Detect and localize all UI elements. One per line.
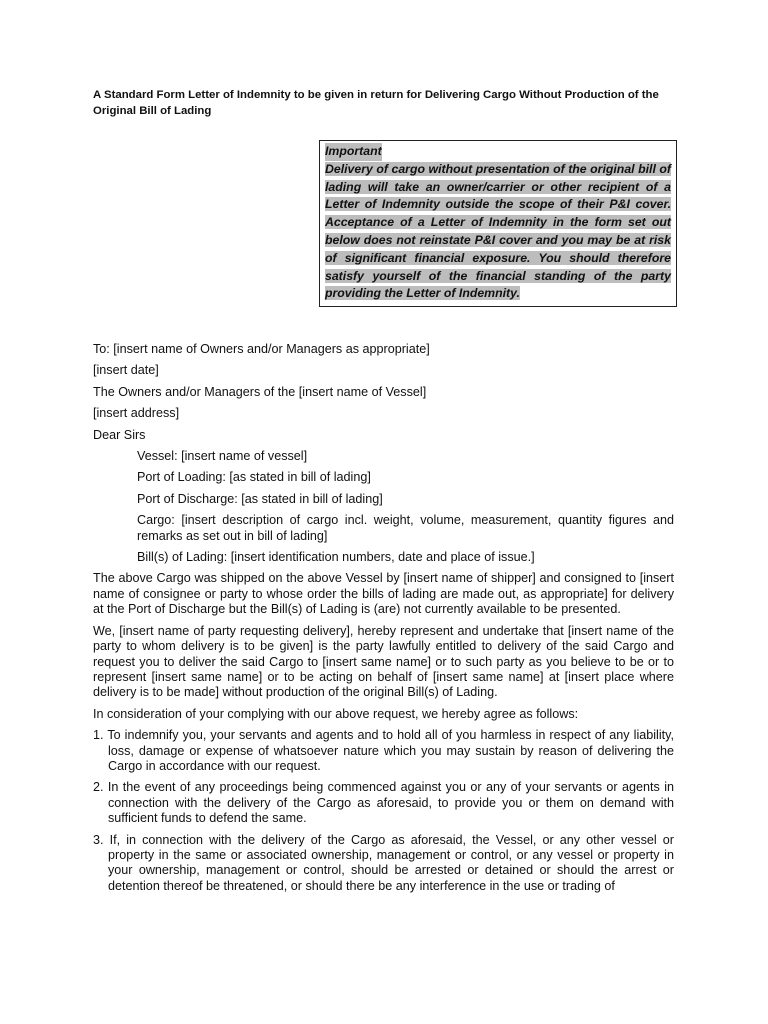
clause-item: 3. If, in connection with the delivery of the Cargo as aforesaid, the Vessel, or any other vessel or property in the same or associated ownership, management or control, or any vessel or property in your ownership, management or control, should be arrested or detained or should the arrest or detention thereof be threatened, or should there be any interference in the use or trading of (93, 832, 674, 893)
important-heading: Important (325, 143, 382, 161)
important-notice-box (319, 140, 677, 307)
port-of-loading-detail: Port of Loading: [as stated in bill of lading] (137, 470, 371, 485)
vessel-detail: Vessel: [insert name of vessel] (137, 449, 308, 464)
clause-item: 2. In the event of any proceedings being commenced against you or any of your servants or agents in connection with the delivery of the Cargo as aforesaid, to provide you or them on demand with sufficient funds to defend the same. (93, 780, 674, 826)
indemnity-clauses (93, 728, 674, 894)
shipment-paragraph: The above Cargo was shipped on the above Vessel by [insert name of shipper] and consigned to [insert name of consignee or party to whose order the bills of lading are made out, as appropriate] for delivery at the Port of Discharge but the Bill(s) of Lading is (are) not currently available to be presented. (93, 571, 674, 617)
cargo-details (93, 449, 674, 565)
clause-item: 1. To indemnify you, your servants and agents and to hold all of you harmless in respect of any liability, loss, damage or expense of whatsoever nature which you may sustain by reason of delivering the Cargo in accordance with our request. (93, 728, 674, 773)
important-notice-text: Delivery of cargo without presentation of the original bill of lading will take an owner/carrier or other recipient of a Letter of Indemnity outside the scope of their P&I cover. Acceptance of a Letter of Indemnity in the form set out below does not reinstate P&I cover and you may be at risk of significant financial exposure. You should therefore satisfy yourself of the financial standing of the party providing the Letter of Indemnity. (325, 161, 671, 301)
owners-line: The Owners and/or Managers of the [insert name of Vessel] (93, 384, 427, 399)
representation-paragraph: We, [insert name of party requesting delivery], hereby represent and undertake that [insert name of the party to whom delivery is to be given] is the party lawfully entitled to delivery of the said Cargo and request you to deliver the said Cargo to [insert same name] or to such party as you believe to be or to represent [insert same name] or to be acting on behalf of [insert same name] at [insert place where delivery is to be made] without production of the original Bill(s) of Lading. (93, 623, 674, 700)
document-title: A Standard Form Letter of Indemnity to be given in return for Delivering Cargo Without Production of the Original Bill of Lading (93, 89, 659, 117)
cargo-detail: Cargo: [insert description of cargo incl. weight, volume, measurement, quantity figures and remarks as set out in bill of lading] (137, 513, 674, 543)
consideration-paragraph: In consideration of your complying with our above request, we hereby agree as follows: (93, 706, 579, 721)
addressee-line: To: [insert name of Owners and/or Managers as appropriate] (93, 342, 430, 356)
letter-body (93, 342, 674, 900)
address-line: [insert address] (93, 406, 180, 421)
bills-of-lading-detail: Bill(s) of Lading: [insert identification numbers, date and place of issue.] (137, 550, 535, 565)
date-line: [insert date] (93, 363, 159, 378)
port-of-discharge-detail: Port of Discharge: [as stated in bill of lading] (137, 491, 383, 506)
salutation: Dear Sirs (93, 427, 146, 442)
